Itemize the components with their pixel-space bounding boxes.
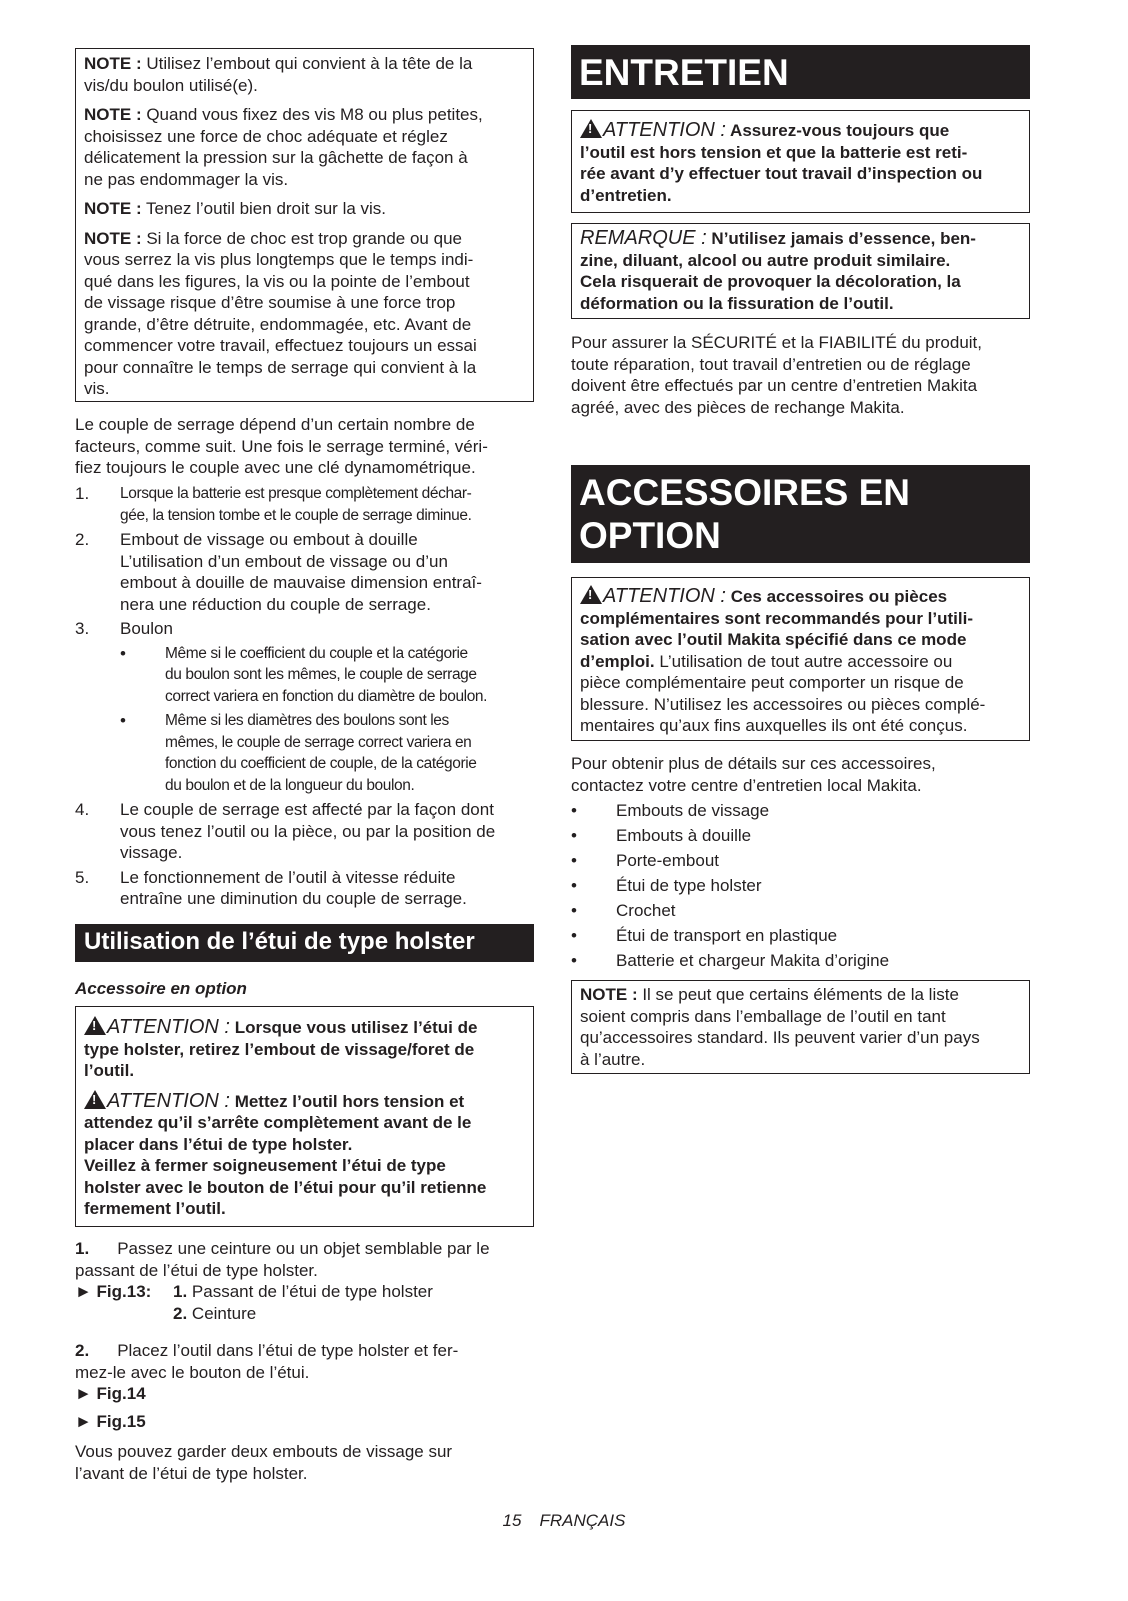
bullet-text: Même si les diamètres des boulons sont les mêmes, le couple de serrage correct variera en fonction du coefficient de couple, de la catégorie du boulon et de la longueur du boulon.	[165, 712, 477, 794]
holster-attention-box	[75, 1006, 534, 1227]
step-text: 2. Placez l’outil dans l’étui de type holster et fer- mez-le avec le bouton de l’étui.	[75, 1341, 459, 1382]
step-text: 1. Passez une ceinture ou un objet semblable par le passant de l’étui de type holster.	[75, 1239, 490, 1280]
page-footer	[0, 1510, 1128, 1532]
list-number: 1.	[75, 484, 90, 503]
list-item: • Batterie et chargeur Makita d’origine	[571, 951, 890, 970]
note: NOTE : Tenez l’outil bien droit sur la vis.	[84, 199, 387, 218]
maintenance-heading: ENTRETIEN	[571, 45, 1030, 99]
fig15-link[interactable]: ► Fig.15	[75, 1411, 146, 1431]
warning-triangle-icon	[580, 119, 602, 138]
list-text: Le couple de serrage est affecté par la façon dont vous tenez l’outil ou la pièce, ou par la position de vissage.	[120, 800, 496, 862]
note: NOTE : Utilisez l’embout qui convient à la tête de la vis/du boulon utilisé(e).	[84, 54, 473, 95]
warning-triangle-icon	[580, 585, 602, 604]
attention-warning: !ATTENTION : Lorsque vous utilisez l’étui de type holster, retirez l’embout de vissage/foret de l’outil.	[84, 1016, 525, 1082]
note: NOTE : Quand vous fixez des vis M8 ou plus petites, choisissez une force de choc adéquate et réglez délicatement la pression sur la gâchette de façon à ne pas endommager la vis.	[84, 105, 483, 189]
accessories-note-box	[571, 980, 1030, 1074]
bullet-item	[120, 710, 535, 796]
list-item: • Étui de type holster	[571, 876, 762, 895]
list-item: • Embouts à douille	[571, 826, 752, 845]
torque-intro: Le couple de serrage dépend d’un certain nombre de facteurs, comme suit. Une fois le serrage terminé, véri- fiez toujours le couple avec une clé dynamométrique.	[75, 415, 488, 477]
list-item	[75, 618, 535, 640]
note: NOTE : Si la force de choc est trop grande ou que vous serrez la vis plus longtemps que le temps indi- qué dans les figures, la vis ou la pointe de l’embout de vissage risque d’être soumise à une force trop grande, d’être détruite, endommagée, etc. Avant de commencer votre travail, effectuez toujours un essai pour connaître le temps de serrage qui convient à la vis.	[84, 228, 477, 398]
maintenance-text: Pour assurer la SÉCURITÉ et la FIABILITÉ du produit, toute réparation, tout travail d’entretien ou de réglage doivent être effectués par un centre d’entretien Makita agréé, avec des pièces de rechange Makita.	[571, 333, 982, 417]
remark: REMARQUE : N’utilisez jamais d’essence, ben- zine, diluant, alcool ou autre produit similaire. Cela risquerait de provoquer la décoloration, la déformation ou la fissuration de l’outil.	[580, 227, 976, 313]
note: NOTE : Il se peut que certains éléments de la liste soient compris dans l’emballage de l’outil en tant qu’accessoires standard. Ils peuvent varier d’un pays à l’autre.	[580, 985, 980, 1069]
list-item	[75, 529, 535, 615]
closing-text: Vous pouvez garder deux embouts de vissage sur l’avant de l’étui de type holster.	[75, 1442, 453, 1483]
list-item: • Crochet	[571, 901, 676, 920]
holster-section-heading: Utilisation de l’étui de type holster	[75, 924, 534, 962]
list-number: 3.	[75, 619, 90, 638]
attention-warning: !ATTENTION : Ces accessoires ou pièces complémentaires sont recommandés pour l’utili- sation avec l’outil Makita spécifié dans ce mode d’emploi. L’utilisation de tout autre accessoire ou pièce complémentaire peut comporter un risque de blessure. N’utilisez les accessoires ou pièces complé- mentaires qu’aux fins auxquelles ils ont été conçus.	[580, 585, 1021, 737]
bullet: •	[120, 643, 126, 663]
fig13-link[interactable]: ► Fig.13:	[75, 1282, 152, 1301]
step-2	[75, 1340, 535, 1432]
list-item	[75, 867, 535, 910]
bullet: •	[120, 711, 126, 730]
optional-accessory-label: Accessoire en option	[75, 979, 247, 998]
list-item: • Étui de transport en plastique	[571, 926, 838, 945]
bullet-text: Même si le coefficient du couple et la catégorie du boulon sont les mêmes, le couple de serrage correct variera en fonction du diamètre de boulon.	[165, 644, 488, 705]
fig14-link[interactable]: ► Fig.14	[75, 1384, 146, 1403]
language-label: FRANÇAIS	[539, 1511, 626, 1530]
step-1	[75, 1238, 535, 1324]
note-box	[75, 48, 534, 402]
accessories-intro: Pour obtenir plus de détails sur ces accessoires, contactez votre centre d’entretien local Makita.	[571, 754, 936, 795]
maintenance-attention-box	[571, 110, 1030, 213]
attention-warning: !ATTENTION : Assurez-vous toujours que l’outil est hors tension et que la batterie est reti- rée avant d’y effectuer tout travail d’inspection ou d’entretien.	[580, 119, 1021, 206]
list-item: • Embouts de vissage	[571, 801, 770, 820]
list-text: Lorsque la batterie est presque complètement déchar- gée, la tension tombe et le couple de serrage diminue.	[120, 485, 472, 524]
warning-triangle-icon	[84, 1090, 106, 1109]
list-item	[75, 799, 535, 864]
list-item	[75, 483, 535, 526]
list-number: 2.	[75, 530, 90, 549]
figure-legend: 1. Passant de l’étui de type holster 2. Ceinture	[173, 1282, 433, 1323]
warning-triangle-icon	[84, 1016, 106, 1035]
list-text: Le fonctionnement de l’outil à vitesse réduite entraîne une diminution du couple de serrage.	[120, 867, 467, 908]
list-text: Embout de vissage ou embout à douille L’utilisation d’un embout de vissage ou d’un embout à douille de mauvaise dimension entraî- nera une réduction du couple de serrage.	[120, 530, 482, 614]
list-item: • Porte-embout	[571, 851, 719, 870]
figure-reference	[75, 1281, 535, 1324]
list-number: 5.	[75, 867, 90, 887]
attention-warning: !ATTENTION : Mettez l’outil hors tension et attendez qu’il s’arrête complètement avant de le placer dans l’étui de type holster. Veillez à fermer soigneusement l’étui de type holster avec le bouton de l’étui pour qu’il retienne fermement l’outil.	[84, 1090, 525, 1220]
maintenance-remark-box	[571, 223, 1030, 319]
accessories-heading: ACCESSOIRES EN OPTION	[571, 465, 1030, 563]
page-number: 15	[502, 1511, 522, 1530]
torque-factors-list	[75, 483, 535, 913]
bullet-item	[120, 643, 535, 708]
accessories-attention-box	[571, 577, 1030, 741]
accessories-list	[571, 800, 1031, 975]
list-number: 4.	[75, 800, 90, 819]
list-text: Boulon	[120, 619, 173, 638]
